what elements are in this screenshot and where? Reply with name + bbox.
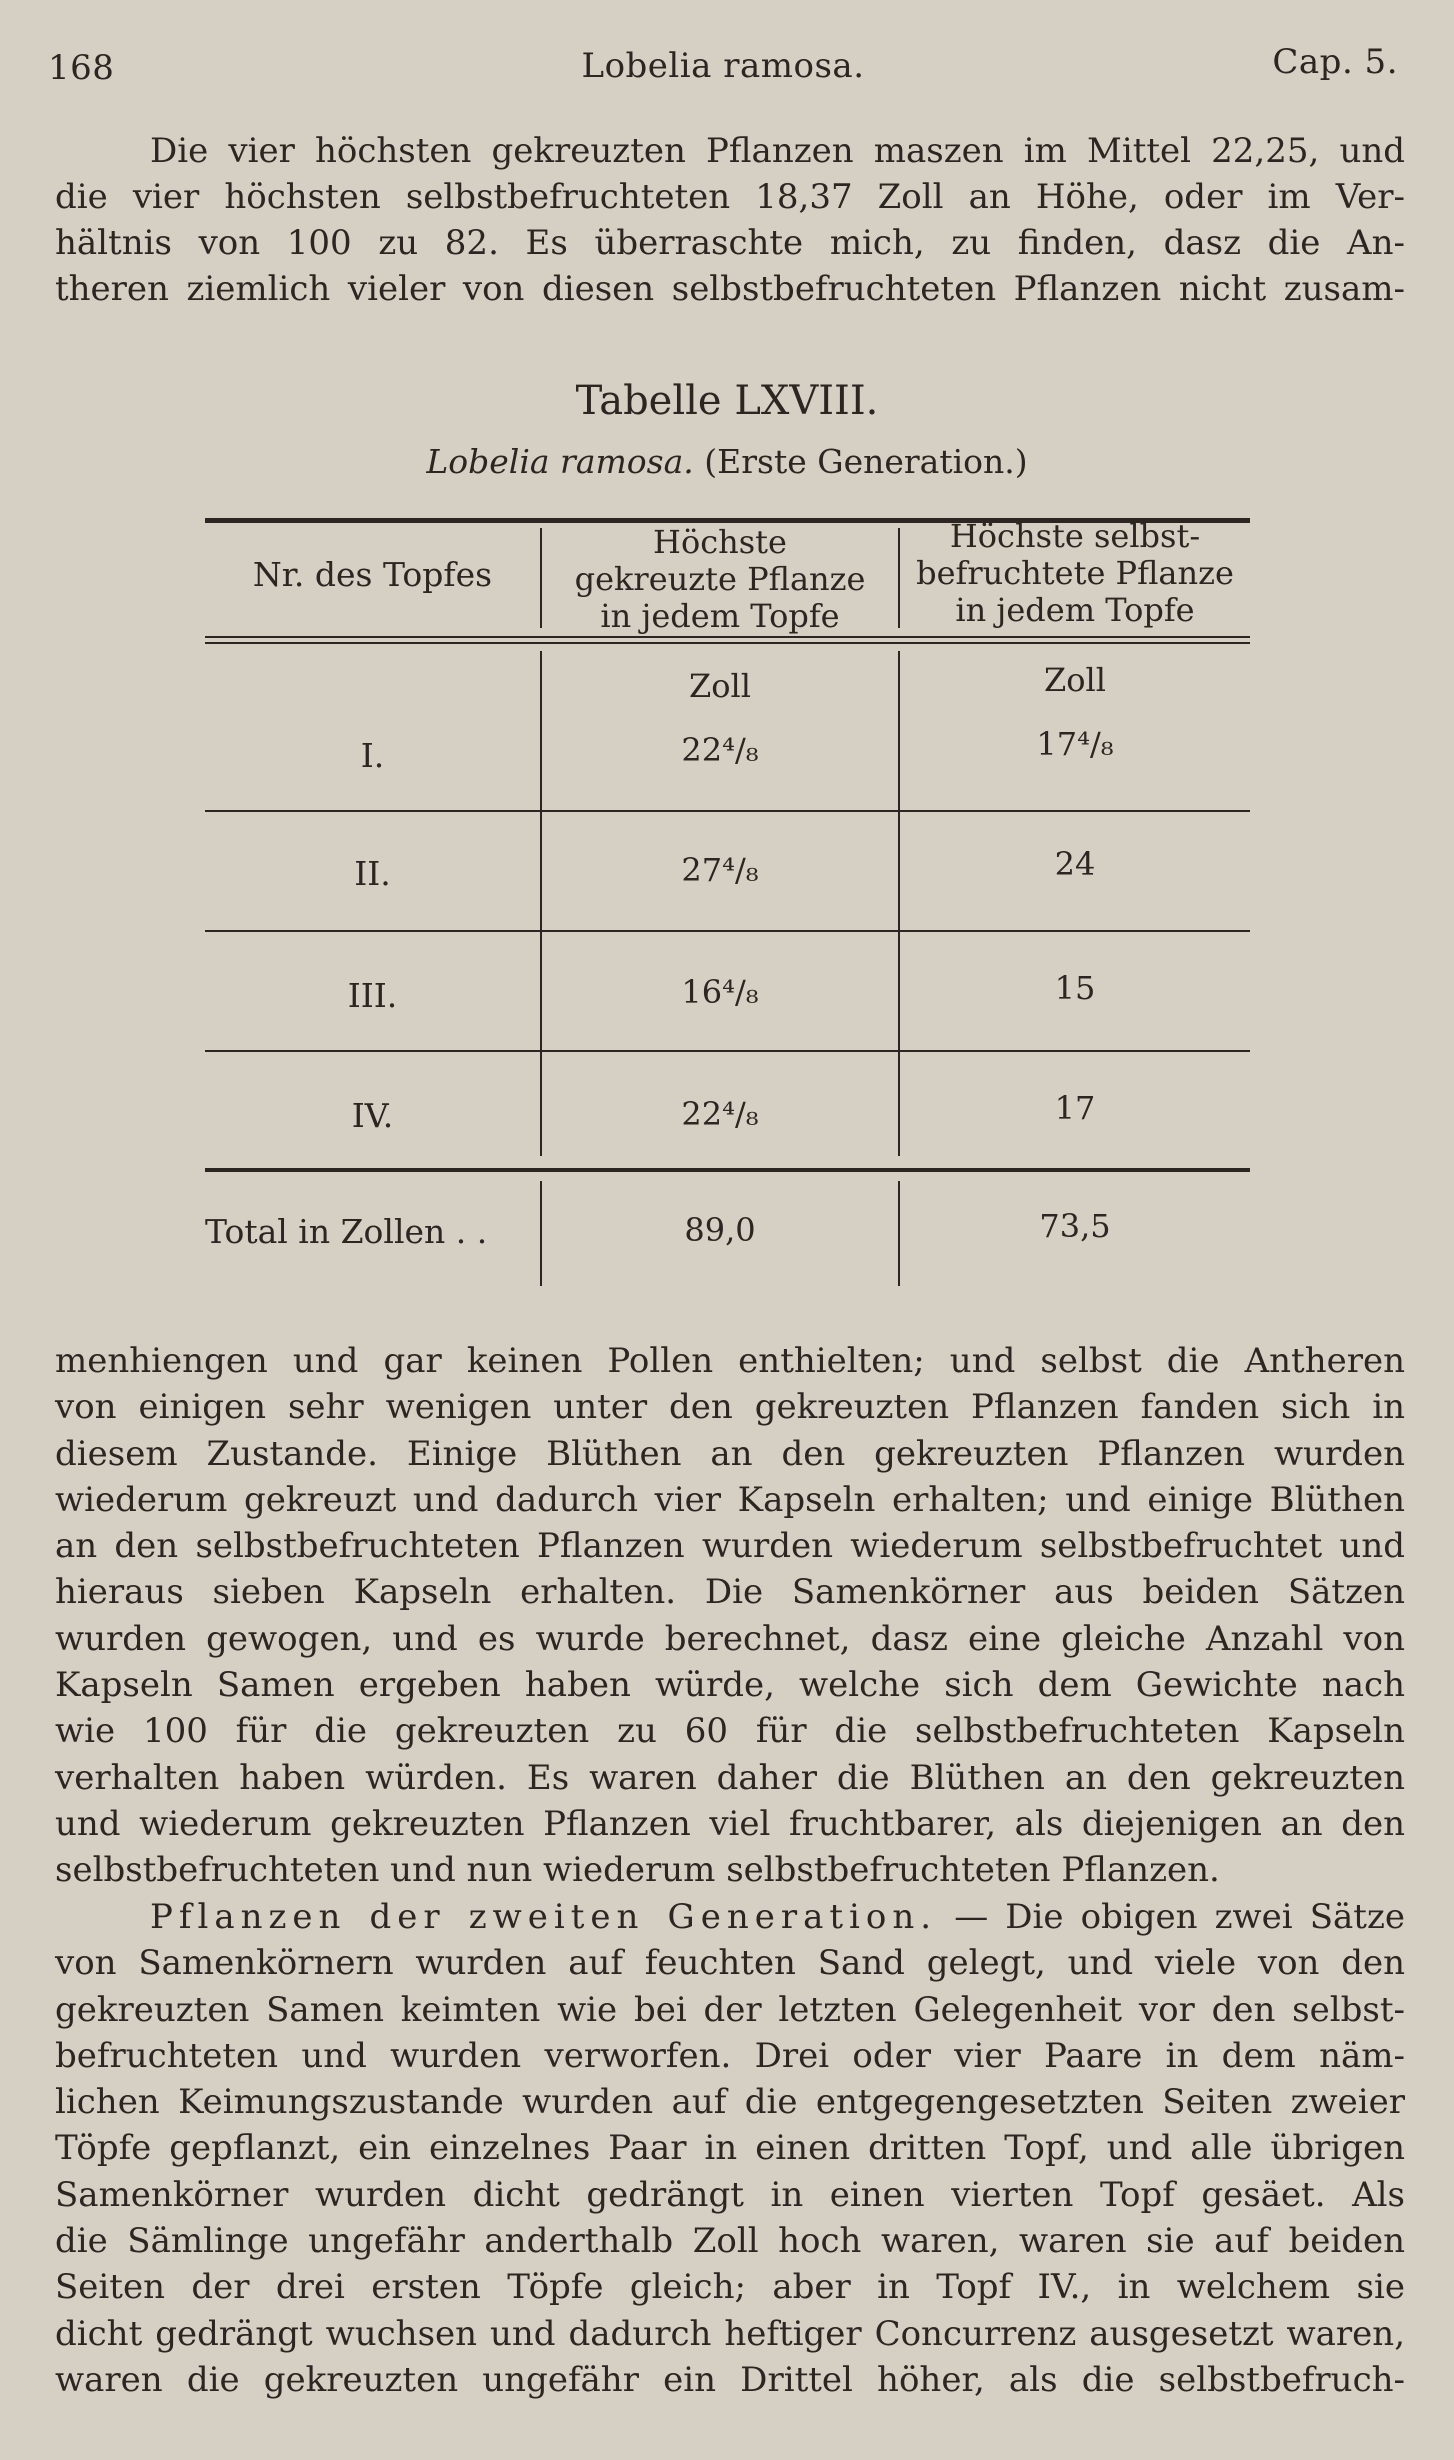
body-paragraph xyxy=(55,1338,1405,1894)
table-subtitle xyxy=(0,442,1454,481)
table-title: Tabelle LXVIII. xyxy=(575,378,879,424)
col-header-self xyxy=(900,518,1250,629)
text-line: Töpfe gepflanzt, ein einzelnes Paar in einen dritten Topf, und alle übrigen xyxy=(55,2128,1405,2169)
text-line: befruchteten und wurden verworfen. Drei oder vier Paare in dem näm- xyxy=(55,2035,1405,2076)
row-pot-label: I. xyxy=(360,736,385,775)
row-self-value: 17⁴/₈ xyxy=(1036,725,1114,763)
intro-paragraph xyxy=(55,128,1405,312)
total-self: 73,5 xyxy=(1039,1207,1111,1245)
col-header-line: Höchste xyxy=(653,523,787,561)
text-line: wie 100 für die gekreuzten zu 60 für die selbstbefruchteten Kapseln xyxy=(55,1711,1405,1752)
section-heading: Pflanzen der zweiten Generation. xyxy=(150,1897,938,1937)
col-header-line: in jedem Topfe xyxy=(600,597,840,635)
row-pot-label: III. xyxy=(347,976,398,1015)
text-line: hältnis von 100 zu 82. Es überraschte mich, zu finden, dasz die An- xyxy=(55,223,1405,263)
text-line: gekreuzten Samen keimten wie bei der letzten Gelegenheit vor den selbst- xyxy=(55,1989,1405,2030)
table-rule-row xyxy=(205,1050,1250,1052)
unit-crossed: Zoll xyxy=(689,667,751,705)
unit-self: Zoll xyxy=(1044,661,1106,699)
table-vline xyxy=(540,651,542,1156)
col-header-line: befruchtete Pflanze xyxy=(916,554,1234,592)
row-crossed-value: 22⁴/₈ xyxy=(681,1095,759,1133)
total-crossed: 89,0 xyxy=(684,1211,756,1249)
text-fragment: — Die obigen zwei Sätze xyxy=(954,1897,1405,1937)
row-pot-label: II. xyxy=(354,854,391,893)
table-rule-row xyxy=(205,810,1250,812)
text-line: theren ziemlich vieler von diesen selbstbefruchteten Pflanzen nicht zusam- xyxy=(55,269,1405,309)
page-header xyxy=(48,42,1398,102)
running-title: Lobelia ramosa. xyxy=(581,46,865,86)
text-line: und wiederum gekreuzten Pflanzen viel fruchtbarer, als diejenigen an den xyxy=(55,1803,1405,1844)
page-number: 168 xyxy=(48,48,115,88)
text-line: von Samenkörnern wurden auf feuchten Sand gelegt, und viele von den xyxy=(55,1943,1405,1984)
table-species: Lobelia ramosa. xyxy=(426,442,694,481)
text-line: dicht gedrängt wuchsen und dadurch heftiger Concurrenz ausgesetzt waren, xyxy=(55,2313,1405,2354)
col-header-crossed xyxy=(542,524,898,635)
row-self-value: 15 xyxy=(1054,969,1096,1007)
col-header-pot: Nr. des Topfes xyxy=(252,555,493,594)
text-line: hieraus sieben Kapseln erhalten. Die Samenkörner aus beiden Sätzen xyxy=(55,1572,1405,1613)
text-line: Samenkörner wurden dicht gedrängt in einen vierten Topf gesäet. Als xyxy=(55,2174,1405,2215)
text-line: Seiten der drei ersten Töpfe gleich; aber in Topf IV., in welchem sie xyxy=(55,2267,1405,2308)
col-header-line: Höchste selbst- xyxy=(949,517,1201,555)
text-line: wurden gewogen, und es wurde berechnet, dasz eine gleiche Anzahl von xyxy=(55,1618,1405,1659)
row-self-value: 17 xyxy=(1054,1089,1096,1127)
second-generation-paragraph xyxy=(55,1894,1405,2403)
table-rule-row xyxy=(205,930,1250,932)
text-line: von einigen sehr wenigen unter den gekreuzten Pflanzen fanden sich in xyxy=(55,1387,1405,1428)
row-pot-label: IV. xyxy=(351,1096,394,1135)
text-line xyxy=(55,1894,1405,1940)
text-line: menhiengen und gar keinen Pollen enthielten; und selbst die Antheren xyxy=(55,1341,1405,1381)
row-self-value: 24 xyxy=(1054,845,1096,883)
table-generation: (Erste Generation.) xyxy=(704,442,1028,481)
col-header-line: gekreuzte Pflanze xyxy=(574,560,866,598)
table-rule-header xyxy=(205,642,1250,644)
table-rule-total xyxy=(205,1168,1250,1172)
text-line: selbstbefruchteten und nun wiederum selbstbefruchteten Pflanzen. xyxy=(55,1850,1220,1891)
text-line: an den selbstbefruchteten Pflanzen wurden wiederum selbstbefruchtet und xyxy=(55,1526,1405,1567)
text-line: waren die gekreuzten ungefähr ein Drittel höher, als die selbstbefruch- xyxy=(55,2359,1405,2400)
text-line: die vier höchsten selbstbefruchteten 18,37 Zoll an Höhe, oder im Ver- xyxy=(55,177,1405,217)
text-line: wiederum gekreuzt und dadurch vier Kapseln erhalten; und einige Blüthen xyxy=(55,1479,1405,1520)
row-crossed-value: 16⁴/₈ xyxy=(681,973,759,1011)
row-crossed-value: 22⁴/₈ xyxy=(681,731,759,769)
text-line: Die vier höchsten gekreuzten Pflanzen maszen im Mittel 22,25, und xyxy=(150,131,1405,171)
data-table xyxy=(205,506,1250,1296)
text-line: diesem Zustande. Einige Blüthen an den gekreuzten Pflanzen wurden xyxy=(55,1433,1405,1474)
text-line: lichen Keimungszustande wurden auf die entgegengesetzten Seiten zweier xyxy=(55,2082,1405,2123)
table-rule-header xyxy=(205,636,1250,638)
text-line: Kapseln Samen ergeben haben würde, welche sich dem Gewichte nach xyxy=(55,1665,1405,1706)
total-label: Total in Zollen . . xyxy=(205,1212,488,1251)
row-crossed-value: 27⁴/₈ xyxy=(681,851,759,889)
col-header-line: in jedem Topfe xyxy=(955,591,1195,629)
text-line: die Sämlinge ungefähr anderthalb Zoll hoch waren, waren sie auf beiden xyxy=(55,2221,1405,2262)
text-line: verhalten haben würden. Es waren daher die Blüthen an den gekreuzten xyxy=(55,1757,1405,1798)
chapter-label: Cap. 5. xyxy=(1272,42,1398,82)
